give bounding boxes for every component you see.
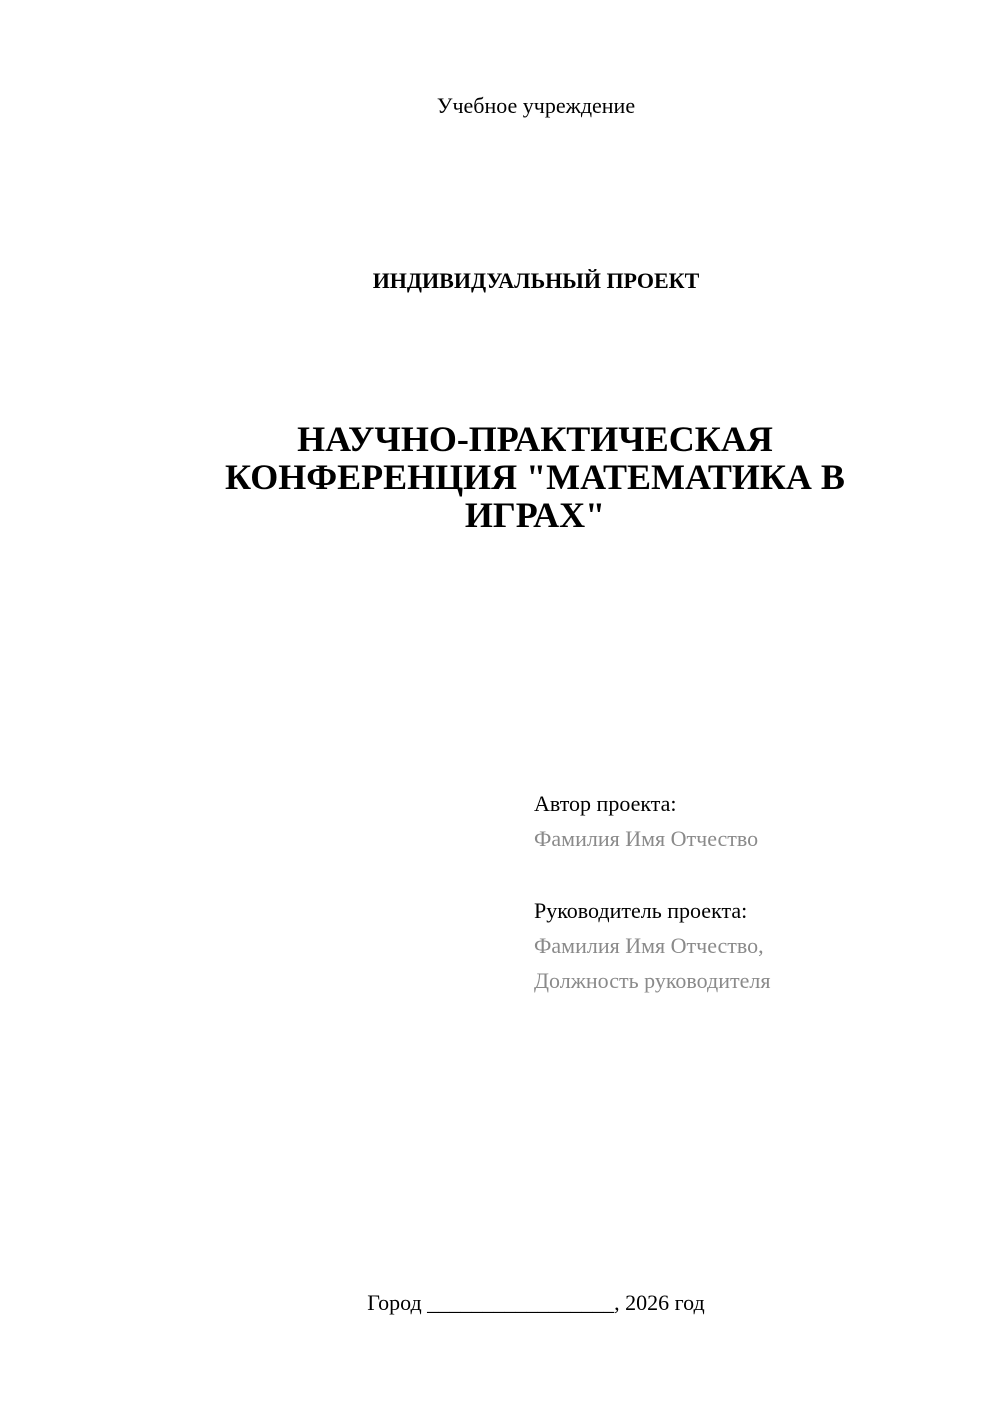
document-type: ИНДИВИДУАЛЬНЫЙ ПРОЕКТ: [372, 268, 700, 293]
supervisor-name: Фамилия Имя Отчество,: [534, 933, 764, 958]
author-block: [534, 786, 758, 856]
project-title-line-3: ИГРАХ": [464, 495, 606, 535]
project-title: [190, 420, 880, 534]
author-label: Автор проекта:: [534, 791, 677, 816]
city-year-line: Город _________________, 2026 год: [367, 1290, 705, 1315]
supervisor-label: Руководитель проекта:: [534, 898, 748, 923]
project-title-line-2: КОНФЕРЕНЦИЯ "МАТЕМАТИКА В: [225, 457, 845, 497]
supervisor-position: Должность руководителя: [534, 968, 771, 993]
institution-name: Учебное учреждение: [436, 93, 636, 118]
supervisor-block: [534, 893, 770, 998]
project-title-line-1: НАУЧНО-ПРАКТИЧЕСКАЯ: [297, 419, 773, 459]
author-name: Фамилия Имя Отчество: [534, 826, 759, 851]
